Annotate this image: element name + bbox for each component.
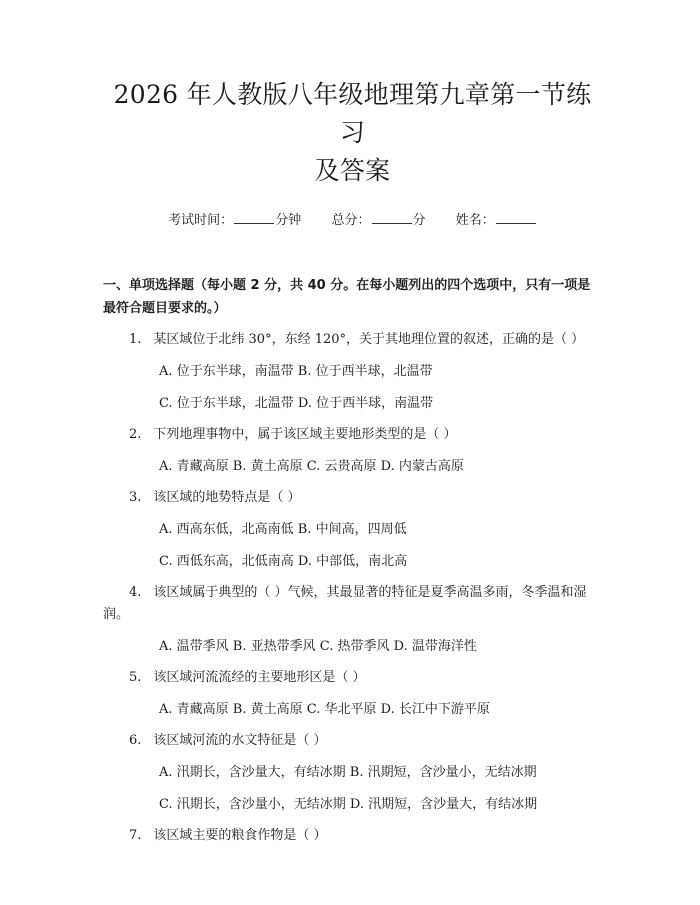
question-options: A. 位于东半球，南温带 B. 位于西半球，北温带 [159, 364, 433, 379]
time-label: 考试时间： [168, 213, 234, 228]
question-options: A. 青藏高原 B. 黄土高原 C. 云贵高原 D. 内蒙古高原 [159, 459, 464, 474]
question-number: 2. [129, 427, 142, 442]
question-text: 该区域河流流经的主要地形区是（ ） [153, 670, 366, 685]
question-stem [103, 487, 602, 509]
question-stem [103, 329, 602, 351]
name-blank[interactable] [496, 210, 536, 224]
score-blank[interactable] [372, 210, 412, 224]
question-text: 下列地理事物中，属于该区域主要地形类型的是（ ） [153, 427, 457, 442]
question-stem [103, 825, 602, 847]
question-number: 5. [129, 670, 142, 685]
question-options: A. 青藏高原 B. 黄土高原 C. 华北平原 D. 长江中下游平原 [159, 702, 490, 717]
question-text: 该区域河流的水文特征是（ ） [153, 733, 327, 748]
question-text: 某区域位于北纬 30°，东经 120°，关于其地理位置的叙述，正确的是（ ） [153, 332, 585, 347]
score-label: 总分： [331, 213, 371, 228]
question-stem [103, 424, 602, 446]
exam-meta [103, 210, 602, 230]
question-stem [103, 730, 602, 752]
question-number: 1. [129, 332, 142, 347]
time-unit: 分钟 [275, 213, 302, 228]
page-title [103, 76, 602, 190]
score-unit: 分 [412, 213, 426, 228]
question-number: 3. [129, 490, 142, 505]
question-options: C. 西低东高，北低南高 D. 中部低，南北高 [159, 554, 408, 569]
question-options: C. 汛期长，含沙量小，无结冰期 D. 汛期短，含沙量大，有结冰期 [159, 797, 538, 812]
question-text: 该区域主要的粮食作物是（ ） [153, 828, 327, 843]
section-heading: 一、单项选择题（每小题 2 分，共 40 分。在每小题列出的四个选项中，只有一项是最符合题目要求的。） [103, 278, 591, 316]
question-stem [103, 582, 602, 626]
title-line-1: 2026 年人教版八年级地理第九章第一节练习 [113, 80, 592, 147]
question-list [103, 329, 602, 847]
question-number: 4. [129, 585, 142, 600]
title-line-2: 及答案 [314, 156, 391, 185]
question-options: A. 汛期长，含沙量大，有结冰期 B. 汛期短，含沙量小，无结冰期 [159, 765, 537, 780]
time-blank[interactable] [234, 210, 274, 224]
name-label: 姓名： [455, 213, 495, 228]
question-options: C. 位于东半球，北温带 D. 位于西半球，南温带 [159, 396, 434, 411]
question-number: 6. [129, 733, 142, 748]
question-number: 7. [129, 828, 142, 843]
question-options: A. 温带季风 B. 亚热带季风 C. 热带季风 D. 温带海洋性 [159, 639, 477, 654]
question-options: A. 西高东低，北高南低 B. 中间高，四周低 [159, 522, 407, 537]
question-stem [103, 667, 602, 689]
question-text: 该区域属于典型的（ ）气候，其最显著的特征是夏季高温多雨，冬季温和湿润。 [103, 585, 587, 622]
question-text: 该区域的地势特点是（ ） [153, 490, 301, 505]
